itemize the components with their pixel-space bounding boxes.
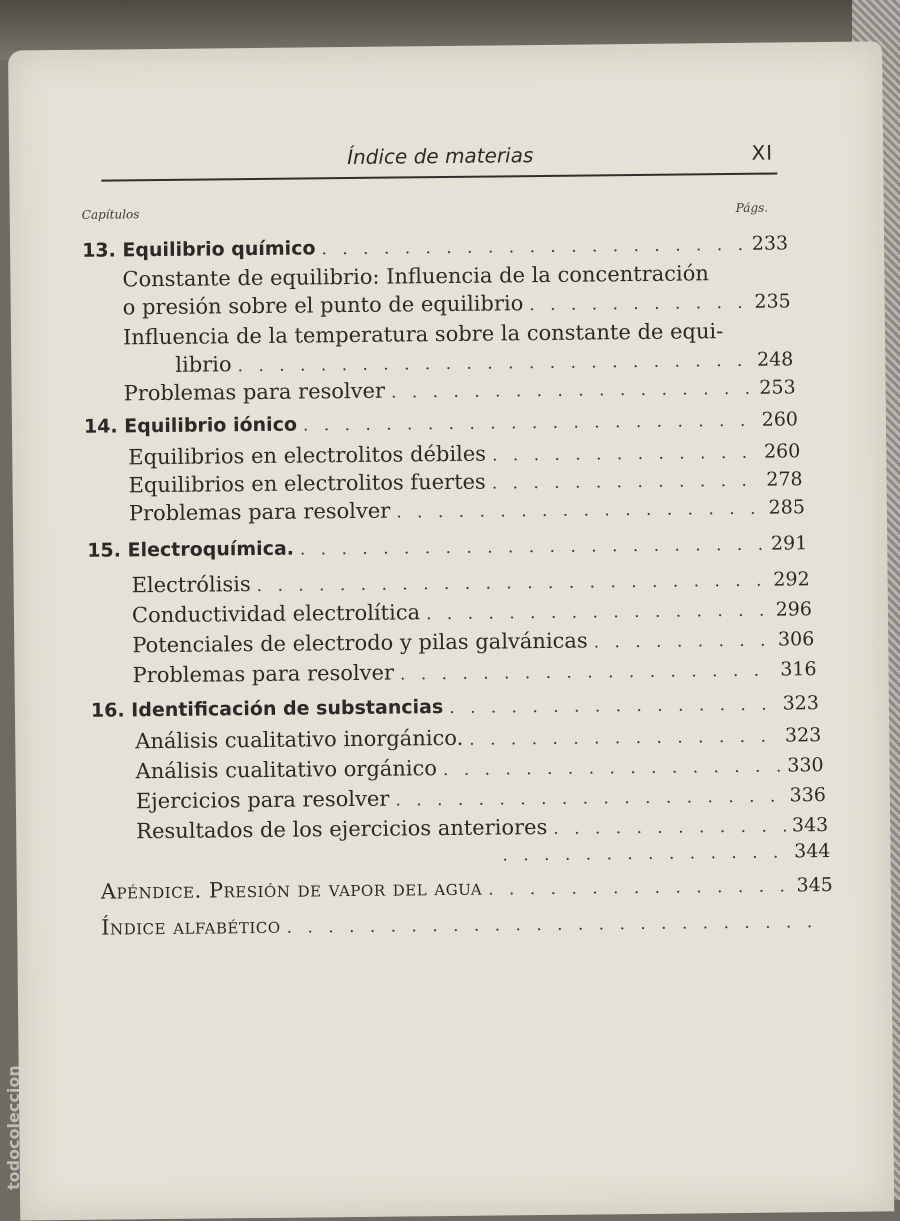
- dot-leader: [492, 443, 758, 466]
- toc-entry-label: Resultados de los ejercicios anteriores: [136, 814, 548, 844]
- dot-leader: [469, 727, 779, 750]
- column-header-pages: Págs.: [735, 200, 769, 215]
- dot-leader: [287, 912, 828, 938]
- toc-entry: [123, 288, 791, 319]
- toc-entry-label: Análisis cualitativo orgánico: [135, 756, 438, 784]
- dot-leader: [238, 351, 752, 376]
- page-title: Índice de materias: [347, 143, 534, 170]
- toc-entry-page: 330: [787, 754, 824, 777]
- toc-chapter-14: [84, 408, 798, 437]
- toc-entry: [135, 722, 821, 753]
- book-page: [8, 41, 894, 1220]
- toc-entry-label: Problemas para resolver: [128, 498, 391, 526]
- toc-entry-label: Equilibrios en electrolitos débiles: [128, 441, 487, 470]
- dot-leader: [300, 535, 765, 560]
- dot-leader: [395, 786, 783, 810]
- toc-entry-page: 278: [766, 468, 803, 491]
- watermark: todocoleccion: [4, 1065, 23, 1190]
- toc-entry-label: o presión sobre el punto de equilibrio: [122, 291, 524, 320]
- dot-leader: [594, 631, 773, 653]
- toc-entry-label: Potenciales de electrodo y pilas galvánicas: [132, 628, 588, 658]
- dot-leader: [396, 499, 763, 523]
- toc-index: [101, 908, 833, 940]
- toc-entry-label: 15. Electroquímica.: [87, 537, 295, 562]
- page-number: XI: [751, 140, 774, 165]
- toc-entry-label: Ejercicios para resolver: [135, 786, 390, 814]
- dot-leader: [502, 842, 788, 865]
- dot-leader: [553, 816, 786, 838]
- toc-entry-page: 296: [775, 598, 813, 621]
- column-header-chapters: Capítulos: [81, 207, 140, 222]
- toc-entry-page: 292: [773, 568, 810, 591]
- toc-entry: [129, 494, 805, 525]
- toc-entry-page: 291: [770, 532, 808, 555]
- toc-entry-label: 16. Identificación de substancias: [90, 696, 444, 722]
- toc-entry-page: 344: [794, 840, 831, 863]
- toc-entry-page: 260: [763, 440, 801, 463]
- toc-entry-page: 260: [761, 408, 799, 431]
- toc-entry-label: Equilibrios en electrolitos fuertes: [128, 469, 486, 498]
- toc-entry-label: librio: [175, 352, 232, 377]
- toc-entry: [496, 840, 830, 865]
- toc-entry: [175, 346, 793, 376]
- dot-leader: [391, 379, 754, 403]
- toc-entry: [132, 596, 812, 627]
- toc-entry-page: 316: [780, 658, 817, 681]
- toc-entry-label: Apéndice. Presión de vapor del agua: [100, 875, 483, 904]
- toc-entry: [123, 374, 795, 405]
- dot-leader: [492, 471, 761, 494]
- dot-leader: [529, 293, 748, 315]
- dot-leader: [449, 695, 777, 718]
- toc-entry-label: Índice alfabético: [101, 913, 281, 940]
- dot-leader: [303, 411, 756, 436]
- toc-entry-label: 13. Equilibrio químico: [82, 237, 316, 262]
- toc-appendix: [101, 872, 833, 904]
- toc-entry-label: Análisis cualitativo inorgánico.: [135, 725, 464, 754]
- dot-leader: [257, 571, 768, 596]
- toc-entry-page: 345: [796, 873, 833, 897]
- toc-entry-page: 323: [784, 724, 822, 747]
- toc-entry-page: 235: [754, 290, 791, 313]
- toc-chapter-16: [91, 692, 819, 722]
- toc-entry-line: Influencia de la temperatura sobre la constante de equi-: [122, 319, 724, 350]
- toc-entry-page: 248: [756, 348, 794, 371]
- toc-entry-page: 343: [791, 814, 829, 837]
- dot-leader: [443, 757, 782, 781]
- toc-entry: [136, 782, 826, 813]
- toc-entry-line: Constante de equilibrio: Influencia de la concentración: [122, 261, 709, 292]
- table-of-contents: [8, 41, 894, 1220]
- dot-leader: [321, 235, 746, 259]
- toc-entry-page: 323: [782, 692, 820, 715]
- toc-chapter-15: [87, 532, 807, 562]
- toc-entry: [132, 626, 814, 657]
- toc-entry-label: 14. Equilibrio iónico: [83, 413, 298, 438]
- toc-entry: [132, 656, 816, 687]
- toc-entry-page: 336: [789, 784, 826, 807]
- toc-entry: [128, 466, 802, 497]
- toc-entry-page: 233: [751, 232, 789, 255]
- toc-entry-label: Electrólisis: [131, 572, 251, 598]
- toc-entry-label: Conductividad electrolítica: [131, 600, 421, 628]
- dot-leader: [426, 601, 770, 625]
- toc-entry: [135, 752, 823, 783]
- dot-leader: [488, 876, 791, 899]
- toc-entry-page: 285: [768, 496, 805, 519]
- toc-entry-label: Problemas para resolver: [132, 660, 395, 688]
- toc-entry: [128, 438, 800, 469]
- toc-entry-page: 253: [759, 376, 796, 399]
- toc-entry: [132, 566, 810, 597]
- toc-chapter-13: [82, 232, 788, 261]
- toc-entry-page: 306: [777, 628, 815, 651]
- toc-entry-label: Problemas para resolver: [123, 378, 386, 406]
- dot-leader: [400, 661, 775, 685]
- toc-entry: [136, 812, 828, 843]
